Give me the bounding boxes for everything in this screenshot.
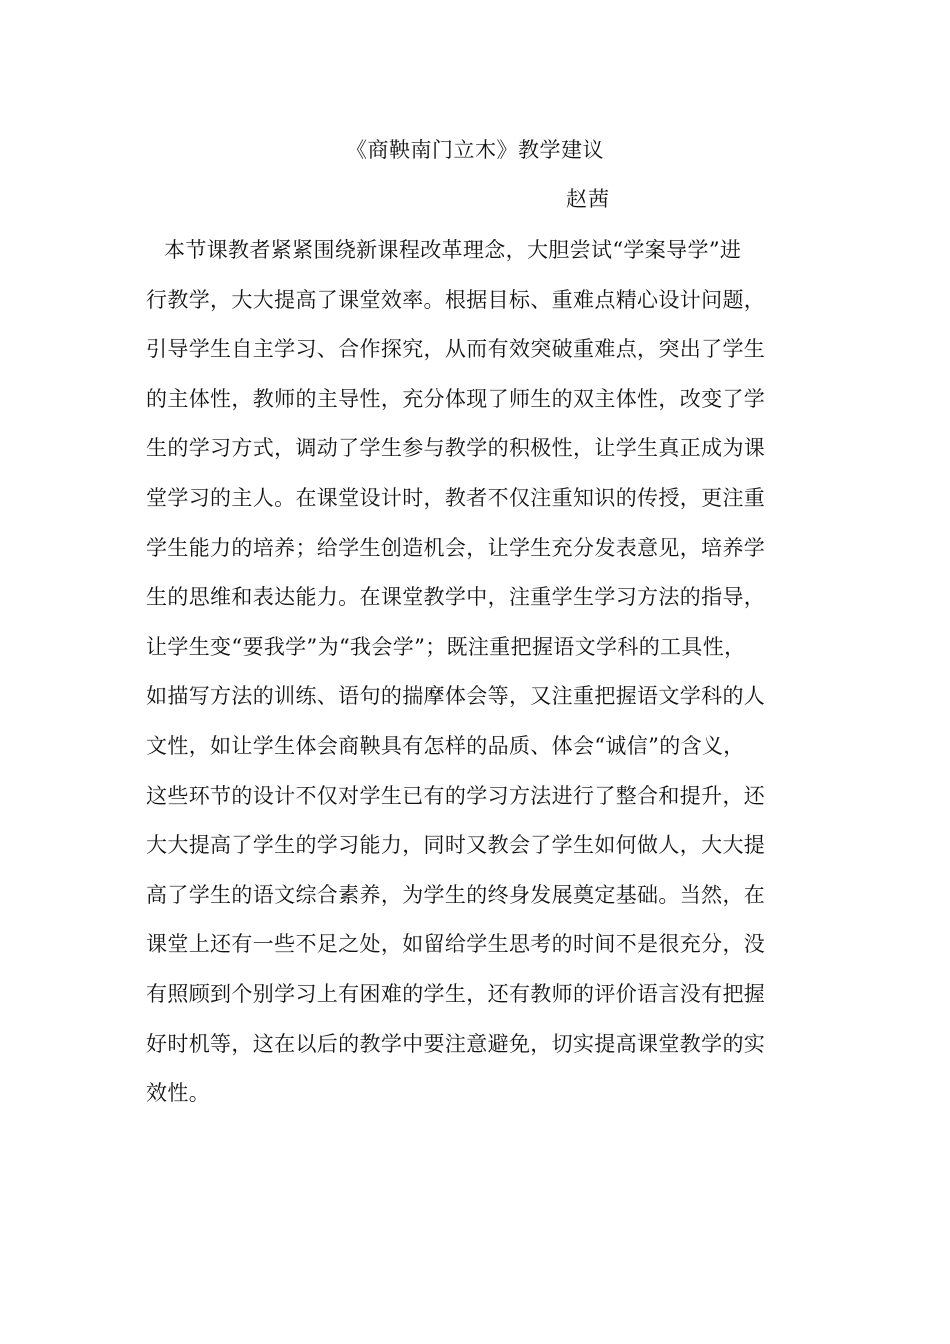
paragraph-line: 好时机等，这在以后的教学中要注意避免，切实提高课堂教学的实 [146,1031,766,1056]
paragraph-line: 效性。 [146,1081,211,1106]
paragraph-line: 堂学习的主人。在课堂设计时，教者不仅注重知识的传授，更注重 [146,485,766,510]
paragraph-line: 行教学，大大提高了课堂效率。根据目标、重难点精心设计问题， [146,287,766,312]
document-body [146,232,826,1125]
paragraph-line: 的主体性，教师的主导性，充分体现了师生的双主体性，改变了学 [146,386,766,411]
paragraph-line: 有照顾到个别学习上有困难的学生，还有教师的评价语言没有把握 [146,981,766,1006]
paragraph-line: 这些环节的设计不仅对学生已有的学习方法进行了整合和提升，还 [146,783,766,808]
paragraph-line: 让学生变“要我学”为“我会学”；既注重把握语文学科的工具性， [146,634,746,659]
paragraph-line: 生的学习方式，调动了学生参与教学的积极性，让学生真正成为课 [146,436,766,461]
paragraph-line: 学生能力的培养；给学生创造机会，让学生充分发表意见，培养学 [146,535,766,560]
paragraph-line: 引导学生自主学习、合作探究，从而有效突破重难点，突出了学生 [146,337,766,362]
paragraph-line: 文性，如让学生体会商鞅具有怎样的品质、体会“诚信”的含义， [146,733,745,758]
document-author: 赵茜 [566,187,610,211]
paragraph-line: 高了学生的语文综合素养，为学生的终身发展奠定基础。当然，在 [146,882,766,907]
paragraph-line: 如描写方法的训练、语句的揣摩体会等，又注重把握语文学科的人 [146,684,766,709]
document-title: 《商鞅南门立木》教学建议 [346,138,604,162]
paragraph-line: 课堂上还有一些不足之处，如留给学生思考的时间不是很充分，没 [146,932,766,957]
paragraph-line: 生的思维和表达能力。在课堂教学中，注重学生学习方法的指导， [146,585,766,610]
paragraph-line: 本节课教者紧紧围绕新课程改革理念，大胆尝试“学案导学”进 [164,238,742,262]
paragraph-line: 大大提高了学生的学习能力，同时又教会了学生如何做人，大大提 [146,833,766,858]
